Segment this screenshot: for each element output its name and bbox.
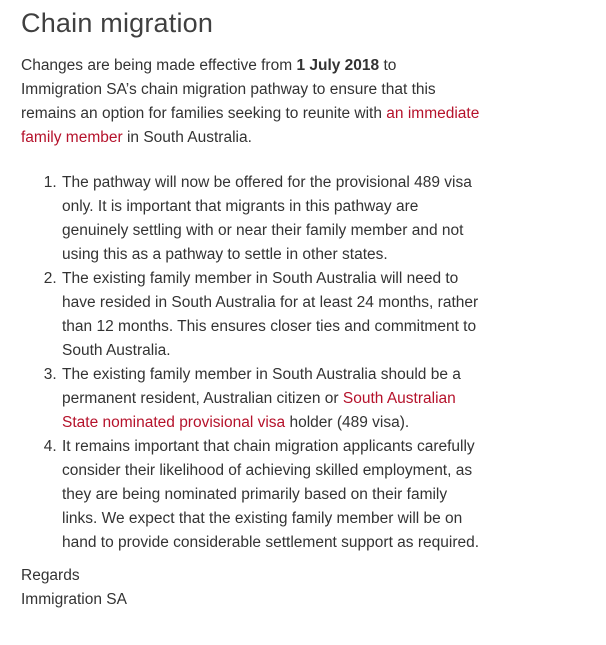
signoff-sender: Immigration SA	[21, 591, 127, 608]
list-item: 1. The pathway will now be offered for the provisional 489 visa only. It is important that migrants in this pathway are genuinely settling with or near their family member and not using this as a pathway to settle in other states.	[61, 171, 481, 267]
list-item: 2. The existing family member in South Australia will need to have resided in South Australia for at least 24 months, rather than 12 months. This ensures closer ties and commitment to South Australia.	[61, 267, 481, 363]
intro-text-middle: to Immigration SA’s chain migration pathway to ensure that this remains an option for families seeking to reunite with	[21, 57, 436, 122]
article-content	[21, 6, 481, 612]
signoff-greeting: Regards	[21, 567, 80, 584]
list-item: 4. It remains important that chain migration applicants carefully consider their likelihood of achieving skilled employment, as they are being nominated primarily based on their family links. We expect that the existing family member will be on hand to provide considerable settlement support as required.	[61, 435, 481, 555]
effective-date: 1 July 2018	[296, 57, 380, 74]
intro-text-end: in South Australia.	[122, 129, 252, 146]
state-nominated-visa-link[interactable]: South Australian State nominated provisional visa	[62, 390, 456, 431]
immediate-family-member-link[interactable]: an immediate family member	[21, 105, 480, 146]
list-item-text-start: The existing family member in South Australia should be a permanent resident, Australian citizen or	[62, 366, 461, 407]
list-item-text-end: holder (489 visa).	[285, 414, 410, 431]
page-title: Chain migration	[21, 8, 214, 38]
changes-list	[21, 171, 481, 555]
intro-paragraph	[21, 54, 481, 150]
list-item	[61, 363, 481, 435]
intro-text-start: Changes are being made effective from	[21, 57, 297, 74]
